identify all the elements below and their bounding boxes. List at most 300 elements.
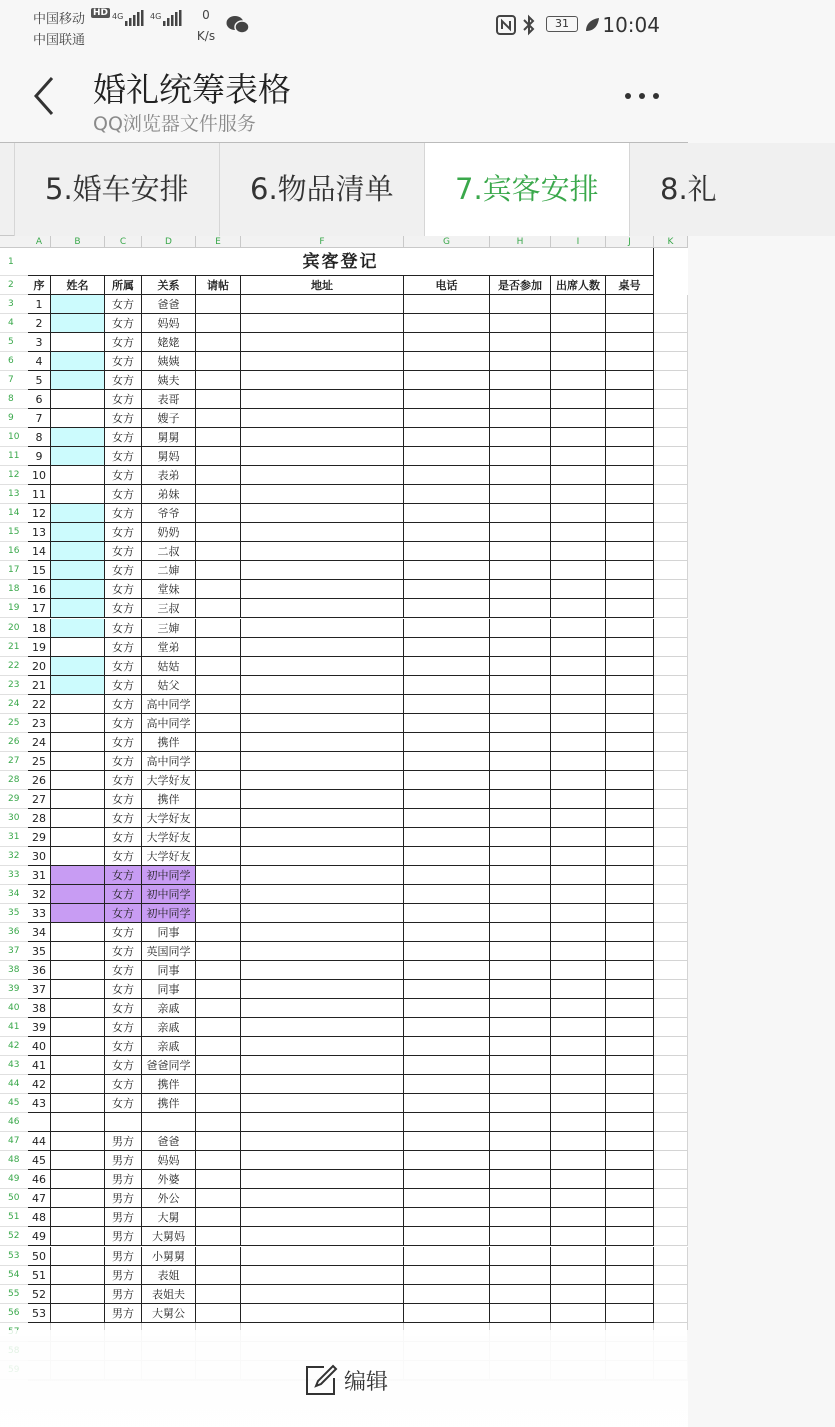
empty-cell[interactable] bbox=[551, 790, 606, 809]
name-cell[interactable] bbox=[51, 504, 105, 523]
seq-cell[interactable]: 4 bbox=[28, 352, 51, 371]
empty-cell[interactable] bbox=[606, 733, 654, 752]
empty-cell[interactable] bbox=[551, 847, 606, 866]
empty-cell[interactable] bbox=[241, 1151, 404, 1170]
empty-cell[interactable] bbox=[404, 1208, 490, 1227]
empty-cell[interactable] bbox=[241, 1266, 404, 1285]
seq-cell[interactable]: 7 bbox=[28, 409, 51, 428]
column-header-j[interactable]: J bbox=[606, 236, 654, 248]
empty-cell[interactable] bbox=[606, 314, 654, 333]
empty-cell[interactable] bbox=[490, 1037, 551, 1056]
side-cell[interactable]: 女方 bbox=[105, 619, 142, 638]
seq-cell[interactable]: 31 bbox=[28, 866, 51, 885]
row-header-8[interactable]: 8 bbox=[0, 390, 28, 409]
empty-cell[interactable] bbox=[606, 1018, 654, 1037]
empty-cell[interactable] bbox=[490, 466, 551, 485]
empty-cell[interactable] bbox=[654, 752, 688, 771]
empty-cell[interactable] bbox=[241, 999, 404, 1018]
header-cell[interactable]: 请帖 bbox=[196, 276, 241, 295]
relation-cell[interactable]: 堂弟 bbox=[142, 638, 196, 657]
empty-cell[interactable] bbox=[490, 771, 551, 790]
empty-cell[interactable] bbox=[404, 790, 490, 809]
side-cell[interactable]: 男方 bbox=[105, 1170, 142, 1189]
seq-cell[interactable]: 2 bbox=[28, 314, 51, 333]
row-header-9[interactable]: 9 bbox=[0, 409, 28, 428]
relation-cell[interactable]: 姥姥 bbox=[142, 333, 196, 352]
row-header-26[interactable]: 26 bbox=[0, 733, 28, 752]
seq-cell[interactable]: 15 bbox=[28, 561, 51, 580]
empty-cell[interactable] bbox=[404, 295, 490, 314]
empty-cell[interactable] bbox=[404, 1151, 490, 1170]
empty-cell[interactable] bbox=[551, 733, 606, 752]
name-cell[interactable] bbox=[51, 714, 105, 733]
empty-cell[interactable] bbox=[551, 885, 606, 904]
side-cell[interactable]: 女方 bbox=[105, 828, 142, 847]
back-arrow-icon[interactable] bbox=[28, 74, 64, 118]
empty-cell[interactable] bbox=[551, 980, 606, 999]
empty-cell[interactable] bbox=[196, 866, 241, 885]
empty-cell[interactable] bbox=[404, 828, 490, 847]
empty-cell[interactable] bbox=[404, 371, 490, 390]
empty-cell[interactable] bbox=[551, 485, 606, 504]
empty-cell[interactable] bbox=[551, 1056, 606, 1075]
empty-cell[interactable] bbox=[241, 1113, 404, 1132]
empty-cell[interactable] bbox=[654, 485, 688, 504]
empty-cell[interactable] bbox=[196, 980, 241, 999]
empty-cell[interactable] bbox=[196, 1075, 241, 1094]
empty-cell[interactable] bbox=[606, 714, 654, 733]
empty-cell[interactable] bbox=[606, 809, 654, 828]
empty-cell[interactable] bbox=[490, 923, 551, 942]
seq-cell[interactable] bbox=[28, 1113, 51, 1132]
empty-cell[interactable] bbox=[654, 1208, 688, 1227]
empty-cell[interactable] bbox=[404, 599, 490, 618]
empty-cell[interactable] bbox=[490, 1094, 551, 1113]
empty-cell[interactable] bbox=[606, 923, 654, 942]
row-header-37[interactable]: 37 bbox=[0, 942, 28, 961]
empty-cell[interactable] bbox=[196, 371, 241, 390]
empty-cell[interactable] bbox=[241, 752, 404, 771]
empty-cell[interactable] bbox=[654, 1094, 688, 1113]
empty-cell[interactable] bbox=[490, 695, 551, 714]
relation-cell[interactable]: 同事 bbox=[142, 923, 196, 942]
empty-cell[interactable] bbox=[490, 1247, 551, 1266]
empty-cell[interactable] bbox=[490, 980, 551, 999]
empty-cell[interactable] bbox=[551, 333, 606, 352]
empty-cell[interactable] bbox=[490, 1266, 551, 1285]
empty-cell[interactable] bbox=[551, 504, 606, 523]
empty-cell[interactable] bbox=[196, 542, 241, 561]
empty-cell[interactable] bbox=[241, 295, 404, 314]
name-cell[interactable] bbox=[51, 485, 105, 504]
relation-cell[interactable]: 携伴 bbox=[142, 733, 196, 752]
empty-cell[interactable] bbox=[654, 1113, 688, 1132]
side-cell[interactable]: 女方 bbox=[105, 752, 142, 771]
column-header-f[interactable]: F bbox=[241, 236, 404, 248]
empty-cell[interactable] bbox=[196, 828, 241, 847]
empty-cell[interactable] bbox=[196, 619, 241, 638]
side-cell[interactable]: 女方 bbox=[105, 904, 142, 923]
empty-cell[interactable] bbox=[490, 1304, 551, 1323]
relation-cell[interactable]: 大学好友 bbox=[142, 809, 196, 828]
empty-cell[interactable] bbox=[196, 999, 241, 1018]
empty-cell[interactable] bbox=[654, 771, 688, 790]
row-header-45[interactable]: 45 bbox=[0, 1094, 28, 1113]
tab-sheet-7[interactable]: 7.宾客安排 bbox=[424, 143, 630, 236]
relation-cell[interactable]: 亲戚 bbox=[142, 1018, 196, 1037]
name-cell[interactable] bbox=[51, 809, 105, 828]
seq-cell[interactable]: 45 bbox=[28, 1151, 51, 1170]
empty-cell[interactable] bbox=[196, 714, 241, 733]
empty-cell[interactable] bbox=[606, 390, 654, 409]
empty-cell[interactable] bbox=[241, 619, 404, 638]
empty-cell[interactable] bbox=[196, 790, 241, 809]
relation-cell[interactable]: 大学好友 bbox=[142, 828, 196, 847]
empty-cell[interactable] bbox=[654, 923, 688, 942]
empty-cell[interactable] bbox=[196, 942, 241, 961]
empty-cell[interactable] bbox=[606, 371, 654, 390]
relation-cell[interactable]: 携伴 bbox=[142, 1075, 196, 1094]
empty-cell[interactable] bbox=[606, 1227, 654, 1246]
seq-cell[interactable]: 38 bbox=[28, 999, 51, 1018]
empty-cell[interactable] bbox=[490, 1285, 551, 1304]
empty-cell[interactable] bbox=[241, 542, 404, 561]
empty-cell[interactable] bbox=[404, 580, 490, 599]
side-cell[interactable]: 男方 bbox=[105, 1227, 142, 1246]
empty-cell[interactable] bbox=[551, 1075, 606, 1094]
seq-cell[interactable]: 14 bbox=[28, 542, 51, 561]
empty-cell[interactable] bbox=[196, 523, 241, 542]
row-header-34[interactable]: 34 bbox=[0, 885, 28, 904]
empty-cell[interactable] bbox=[606, 866, 654, 885]
empty-cell[interactable] bbox=[606, 428, 654, 447]
empty-cell[interactable] bbox=[551, 828, 606, 847]
empty-cell[interactable] bbox=[654, 1285, 688, 1304]
seq-cell[interactable]: 27 bbox=[28, 790, 51, 809]
empty-cell[interactable] bbox=[551, 466, 606, 485]
name-cell[interactable] bbox=[51, 828, 105, 847]
side-cell[interactable]: 女方 bbox=[105, 504, 142, 523]
empty-cell[interactable] bbox=[551, 1304, 606, 1323]
empty-cell[interactable] bbox=[654, 1037, 688, 1056]
empty-cell[interactable] bbox=[606, 1151, 654, 1170]
empty-cell[interactable] bbox=[241, 447, 404, 466]
empty-cell[interactable] bbox=[551, 1285, 606, 1304]
empty-cell[interactable] bbox=[551, 447, 606, 466]
empty-cell[interactable] bbox=[196, 1285, 241, 1304]
empty-cell[interactable] bbox=[490, 428, 551, 447]
empty-cell[interactable] bbox=[654, 961, 688, 980]
empty-cell[interactable] bbox=[490, 866, 551, 885]
header-cell[interactable]: 是否参加 bbox=[490, 276, 551, 295]
empty-cell[interactable] bbox=[241, 333, 404, 352]
row-header-33[interactable]: 33 bbox=[0, 866, 28, 885]
row-header-53[interactable]: 53 bbox=[0, 1247, 28, 1266]
row-header-25[interactable]: 25 bbox=[0, 714, 28, 733]
empty-cell[interactable] bbox=[551, 809, 606, 828]
side-cell[interactable]: 女方 bbox=[105, 580, 142, 599]
side-cell[interactable]: 女方 bbox=[105, 980, 142, 999]
side-cell[interactable]: 男方 bbox=[105, 1132, 142, 1151]
seq-cell[interactable]: 41 bbox=[28, 1056, 51, 1075]
empty-cell[interactable] bbox=[551, 1170, 606, 1189]
empty-cell[interactable] bbox=[490, 904, 551, 923]
side-cell[interactable]: 女方 bbox=[105, 352, 142, 371]
empty-cell[interactable] bbox=[606, 466, 654, 485]
empty-cell[interactable] bbox=[196, 809, 241, 828]
more-options-icon[interactable] bbox=[622, 84, 662, 108]
empty-cell[interactable] bbox=[606, 980, 654, 999]
seq-cell[interactable]: 35 bbox=[28, 942, 51, 961]
seq-cell[interactable]: 37 bbox=[28, 980, 51, 999]
empty-cell[interactable] bbox=[404, 1037, 490, 1056]
empty-cell[interactable] bbox=[490, 1018, 551, 1037]
relation-cell[interactable]: 二婶 bbox=[142, 561, 196, 580]
relation-cell[interactable]: 大舅 bbox=[142, 1208, 196, 1227]
empty-cell[interactable] bbox=[241, 1037, 404, 1056]
row-header-14[interactable]: 14 bbox=[0, 504, 28, 523]
row-header-12[interactable]: 12 bbox=[0, 466, 28, 485]
empty-cell[interactable] bbox=[551, 1132, 606, 1151]
row-header-52[interactable]: 52 bbox=[0, 1227, 28, 1246]
empty-cell[interactable] bbox=[551, 771, 606, 790]
side-cell[interactable]: 女方 bbox=[105, 447, 142, 466]
empty-cell[interactable] bbox=[241, 771, 404, 790]
empty-cell[interactable] bbox=[490, 1056, 551, 1075]
empty-cell[interactable] bbox=[404, 619, 490, 638]
empty-cell[interactable] bbox=[241, 428, 404, 447]
seq-cell[interactable]: 19 bbox=[28, 638, 51, 657]
relation-cell[interactable]: 外婆 bbox=[142, 1170, 196, 1189]
empty-cell[interactable] bbox=[404, 1170, 490, 1189]
empty-cell[interactable] bbox=[490, 352, 551, 371]
empty-cell[interactable] bbox=[551, 638, 606, 657]
empty-cell[interactable] bbox=[606, 961, 654, 980]
empty-cell[interactable] bbox=[654, 1247, 688, 1266]
row-header-47[interactable]: 47 bbox=[0, 1132, 28, 1151]
relation-cell[interactable]: 亲戚 bbox=[142, 999, 196, 1018]
relation-cell[interactable] bbox=[142, 1113, 196, 1132]
empty-cell[interactable] bbox=[654, 1151, 688, 1170]
seq-cell[interactable]: 20 bbox=[28, 657, 51, 676]
side-cell[interactable]: 女方 bbox=[105, 390, 142, 409]
row-header-35[interactable]: 35 bbox=[0, 904, 28, 923]
name-cell[interactable] bbox=[51, 542, 105, 561]
empty-cell[interactable] bbox=[654, 447, 688, 466]
seq-cell[interactable]: 36 bbox=[28, 961, 51, 980]
empty-cell[interactable] bbox=[490, 1132, 551, 1151]
empty-cell[interactable] bbox=[490, 504, 551, 523]
empty-cell[interactable] bbox=[196, 447, 241, 466]
empty-cell[interactable] bbox=[606, 828, 654, 847]
empty-cell[interactable] bbox=[490, 733, 551, 752]
seq-cell[interactable]: 12 bbox=[28, 504, 51, 523]
empty-cell[interactable] bbox=[490, 1208, 551, 1227]
row-header-2[interactable]: 2 bbox=[0, 276, 28, 295]
empty-cell[interactable] bbox=[196, 1151, 241, 1170]
empty-cell[interactable] bbox=[654, 866, 688, 885]
column-header-i[interactable]: I bbox=[551, 236, 606, 248]
name-cell[interactable] bbox=[51, 561, 105, 580]
side-cell[interactable]: 女方 bbox=[105, 314, 142, 333]
side-cell[interactable]: 女方 bbox=[105, 885, 142, 904]
empty-cell[interactable] bbox=[654, 847, 688, 866]
name-cell[interactable] bbox=[51, 1037, 105, 1056]
seq-cell[interactable]: 39 bbox=[28, 1018, 51, 1037]
row-header-43[interactable]: 43 bbox=[0, 1056, 28, 1075]
empty-cell[interactable] bbox=[241, 485, 404, 504]
row-header-24[interactable]: 24 bbox=[0, 695, 28, 714]
relation-cell[interactable]: 高中同学 bbox=[142, 714, 196, 733]
name-cell[interactable] bbox=[51, 523, 105, 542]
side-cell[interactable]: 女方 bbox=[105, 1056, 142, 1075]
empty-cell[interactable] bbox=[490, 999, 551, 1018]
name-cell[interactable] bbox=[51, 676, 105, 695]
name-cell[interactable] bbox=[51, 371, 105, 390]
empty-cell[interactable] bbox=[404, 314, 490, 333]
seq-cell[interactable]: 48 bbox=[28, 1208, 51, 1227]
header-cell[interactable]: 桌号 bbox=[606, 276, 654, 295]
empty-cell[interactable] bbox=[241, 676, 404, 695]
side-cell[interactable]: 女方 bbox=[105, 961, 142, 980]
row-header-40[interactable]: 40 bbox=[0, 999, 28, 1018]
empty-cell[interactable] bbox=[551, 352, 606, 371]
empty-cell[interactable] bbox=[606, 1037, 654, 1056]
relation-cell[interactable]: 嫂子 bbox=[142, 409, 196, 428]
side-cell[interactable]: 女方 bbox=[105, 809, 142, 828]
empty-cell[interactable] bbox=[654, 999, 688, 1018]
empty-cell[interactable] bbox=[606, 771, 654, 790]
empty-cell[interactable] bbox=[404, 695, 490, 714]
empty-cell[interactable] bbox=[404, 504, 490, 523]
empty-cell[interactable] bbox=[606, 1247, 654, 1266]
empty-cell[interactable] bbox=[606, 561, 654, 580]
empty-cell[interactable] bbox=[241, 599, 404, 618]
empty-cell[interactable] bbox=[606, 504, 654, 523]
empty-cell[interactable] bbox=[404, 1056, 490, 1075]
seq-cell[interactable]: 49 bbox=[28, 1227, 51, 1246]
empty-cell[interactable] bbox=[606, 409, 654, 428]
side-cell[interactable]: 女方 bbox=[105, 657, 142, 676]
seq-cell[interactable]: 3 bbox=[28, 333, 51, 352]
seq-cell[interactable]: 5 bbox=[28, 371, 51, 390]
spreadsheet[interactable] bbox=[0, 236, 688, 1336]
empty-cell[interactable] bbox=[241, 923, 404, 942]
empty-cell[interactable] bbox=[654, 466, 688, 485]
column-header-h[interactable]: H bbox=[490, 236, 551, 248]
side-cell[interactable]: 女方 bbox=[105, 714, 142, 733]
name-cell[interactable] bbox=[51, 1170, 105, 1189]
empty-cell[interactable] bbox=[404, 961, 490, 980]
side-cell[interactable]: 女方 bbox=[105, 733, 142, 752]
empty-cell[interactable] bbox=[404, 1227, 490, 1246]
empty-cell[interactable] bbox=[654, 904, 688, 923]
empty-cell[interactable] bbox=[196, 295, 241, 314]
row-header-46[interactable]: 46 bbox=[0, 1113, 28, 1132]
empty-cell[interactable] bbox=[490, 599, 551, 618]
empty-cell[interactable] bbox=[196, 1247, 241, 1266]
empty-cell[interactable] bbox=[654, 1132, 688, 1151]
empty-cell[interactable] bbox=[606, 1094, 654, 1113]
seq-cell[interactable]: 50 bbox=[28, 1247, 51, 1266]
empty-cell[interactable] bbox=[606, 1056, 654, 1075]
side-cell[interactable]: 女方 bbox=[105, 676, 142, 695]
seq-cell[interactable]: 9 bbox=[28, 447, 51, 466]
name-cell[interactable] bbox=[51, 999, 105, 1018]
name-cell[interactable] bbox=[51, 885, 105, 904]
relation-cell[interactable]: 姑父 bbox=[142, 676, 196, 695]
empty-cell[interactable] bbox=[654, 980, 688, 999]
side-cell[interactable]: 女方 bbox=[105, 999, 142, 1018]
name-cell[interactable] bbox=[51, 657, 105, 676]
side-cell[interactable]: 女方 bbox=[105, 942, 142, 961]
empty-cell[interactable] bbox=[241, 1056, 404, 1075]
empty-cell[interactable] bbox=[241, 580, 404, 599]
empty-cell[interactable] bbox=[196, 1056, 241, 1075]
empty-cell[interactable] bbox=[551, 371, 606, 390]
empty-cell[interactable] bbox=[551, 561, 606, 580]
empty-cell[interactable] bbox=[551, 1189, 606, 1208]
empty-cell[interactable] bbox=[404, 923, 490, 942]
row-header-50[interactable]: 50 bbox=[0, 1189, 28, 1208]
empty-cell[interactable] bbox=[241, 733, 404, 752]
empty-cell[interactable] bbox=[551, 1037, 606, 1056]
relation-cell[interactable]: 姨姨 bbox=[142, 352, 196, 371]
seq-cell[interactable]: 21 bbox=[28, 676, 51, 695]
empty-cell[interactable] bbox=[606, 1208, 654, 1227]
row-header-29[interactable]: 29 bbox=[0, 790, 28, 809]
empty-cell[interactable] bbox=[654, 599, 688, 618]
empty-cell[interactable] bbox=[404, 523, 490, 542]
name-cell[interactable] bbox=[51, 1266, 105, 1285]
empty-cell[interactable] bbox=[654, 1227, 688, 1246]
side-cell[interactable]: 男方 bbox=[105, 1247, 142, 1266]
empty-cell[interactable] bbox=[490, 295, 551, 314]
name-cell[interactable] bbox=[51, 980, 105, 999]
empty-cell[interactable] bbox=[404, 1304, 490, 1323]
empty-cell[interactable] bbox=[490, 790, 551, 809]
relation-cell[interactable]: 弟妹 bbox=[142, 485, 196, 504]
seq-cell[interactable]: 42 bbox=[28, 1075, 51, 1094]
side-cell[interactable]: 女方 bbox=[105, 371, 142, 390]
side-cell[interactable]: 女方 bbox=[105, 638, 142, 657]
empty-cell[interactable] bbox=[404, 561, 490, 580]
empty-cell[interactable] bbox=[490, 485, 551, 504]
name-cell[interactable] bbox=[51, 790, 105, 809]
empty-cell[interactable] bbox=[196, 466, 241, 485]
empty-cell[interactable] bbox=[196, 638, 241, 657]
relation-cell[interactable]: 姨夫 bbox=[142, 371, 196, 390]
row-header-31[interactable]: 31 bbox=[0, 828, 28, 847]
empty-cell[interactable] bbox=[196, 904, 241, 923]
side-cell[interactable]: 女方 bbox=[105, 771, 142, 790]
empty-cell[interactable] bbox=[196, 771, 241, 790]
empty-cell[interactable] bbox=[404, 771, 490, 790]
relation-cell[interactable]: 舅妈 bbox=[142, 447, 196, 466]
empty-cell[interactable] bbox=[551, 523, 606, 542]
row-header-1[interactable]: 1 bbox=[0, 248, 28, 276]
empty-cell[interactable] bbox=[606, 447, 654, 466]
empty-cell[interactable] bbox=[241, 314, 404, 333]
seq-cell[interactable]: 17 bbox=[28, 599, 51, 618]
seq-cell[interactable]: 16 bbox=[28, 580, 51, 599]
name-cell[interactable] bbox=[51, 1113, 105, 1132]
column-header-k[interactable]: K bbox=[654, 236, 688, 248]
empty-cell[interactable] bbox=[606, 885, 654, 904]
seq-cell[interactable]: 24 bbox=[28, 733, 51, 752]
row-header-19[interactable]: 19 bbox=[0, 599, 28, 618]
empty-cell[interactable] bbox=[606, 847, 654, 866]
